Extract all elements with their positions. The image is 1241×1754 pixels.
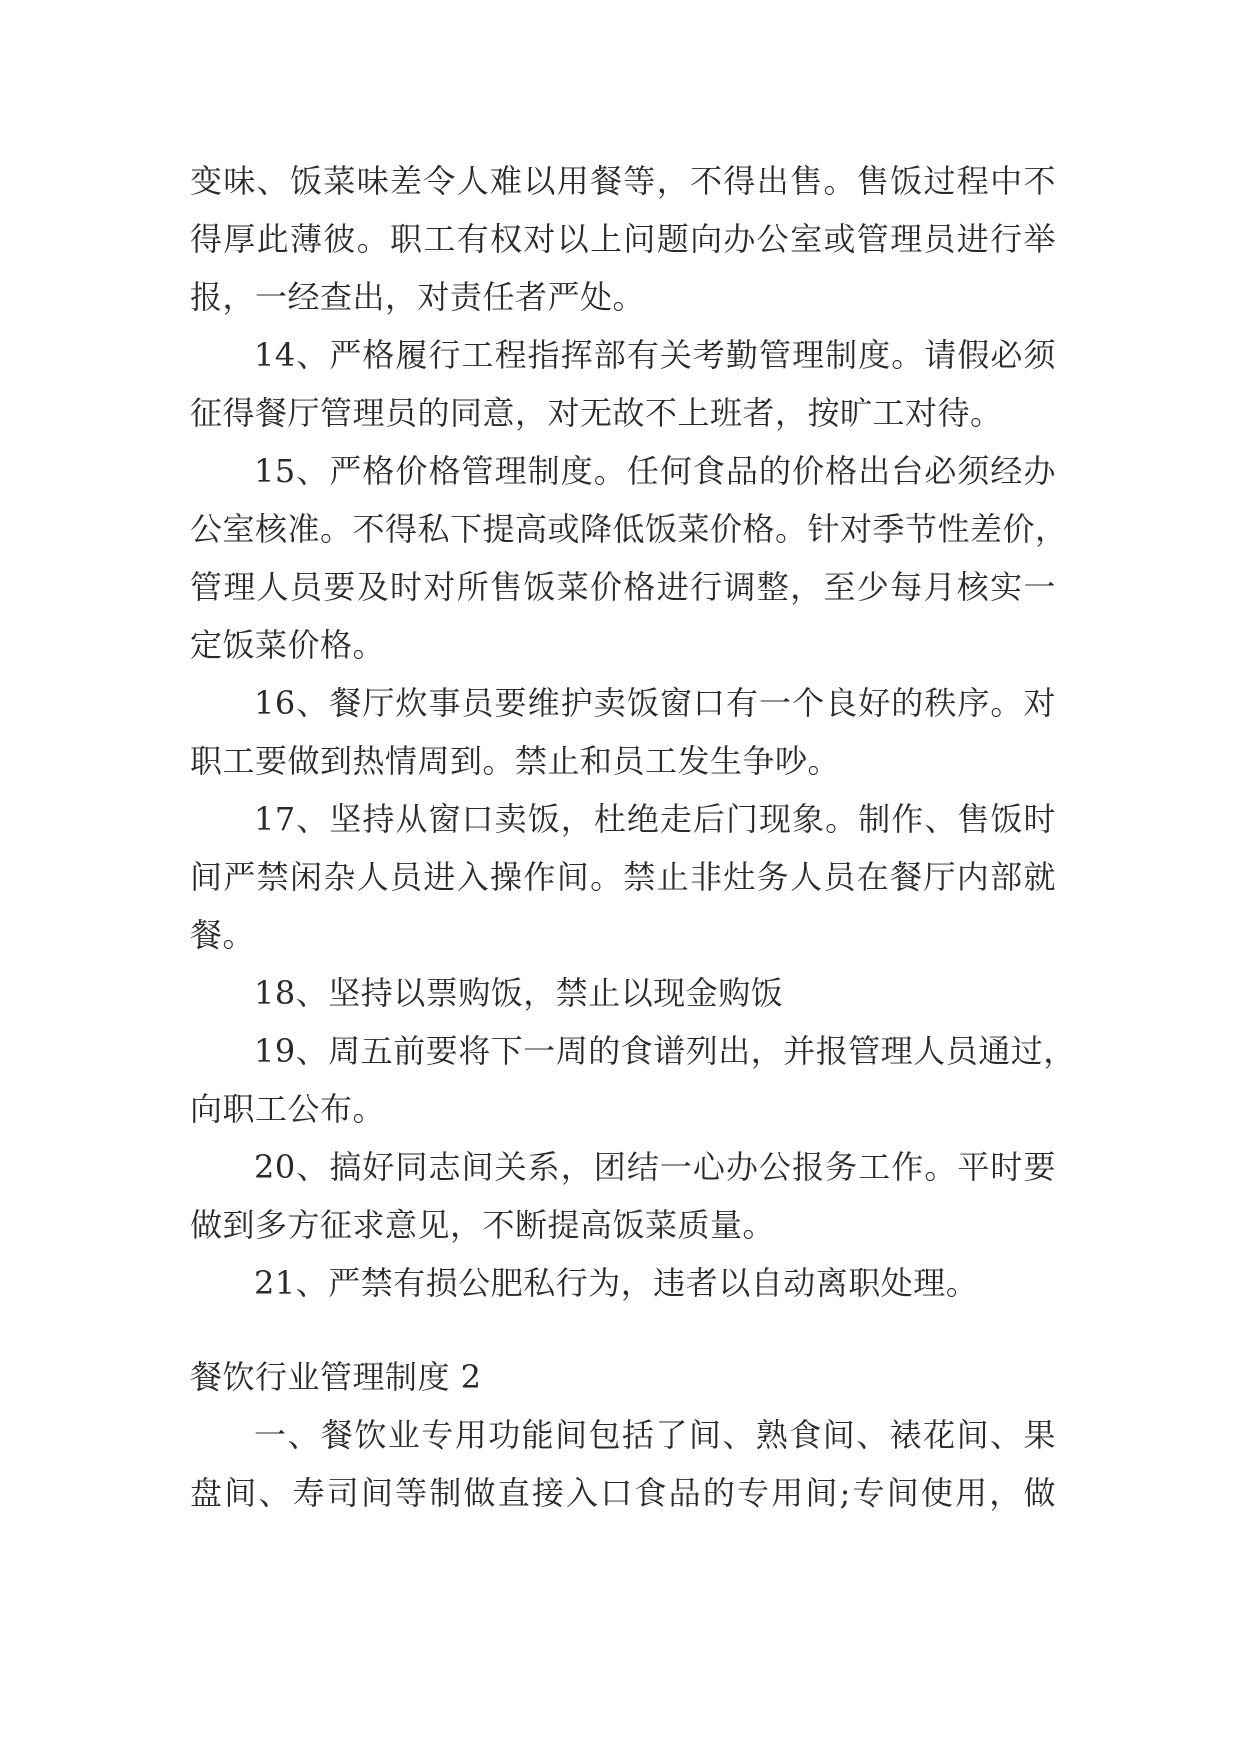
text-line: 变味、饭菜味差令人难以用餐等，不得出售。售饭过程中不 <box>190 162 1056 200</box>
paragraph-19-line: 19、周五前要将下一周的食谱列出，并报管理人员通过， <box>254 1032 1076 1070</box>
text-line: 定饭菜价格。 <box>190 626 386 664</box>
text-line: 报，一经查出，对责任者严处。 <box>190 278 646 316</box>
text-line: 间严禁闲杂人员进入操作间。禁止非灶务人员在餐厅内部就 <box>190 858 1056 896</box>
paragraph-15-line: 15、严格价格管理制度。任何食品的价格出台必须经办 <box>254 452 1056 490</box>
section-paragraph-line: 一、餐饮业专用功能间包括了间、熟食间、裱花间、果 <box>254 1416 1056 1454</box>
paragraph-20-line: 20、搞好同志间关系，团结一心办公报务工作。平时要 <box>254 1148 1056 1186</box>
document-page <box>190 152 1076 1522</box>
text-line: 管理人员要及时对所售饭菜价格进行调整，至少每月核实一 <box>190 568 1056 606</box>
paragraph-16-line: 16、餐厅炊事员要维护卖饭窗口有一个良好的秩序。对 <box>254 684 1056 722</box>
text-line: 向职工公布。 <box>190 1090 386 1128</box>
section-spacer <box>190 1312 1056 1348</box>
section-heading: 餐饮行业管理制度 2 <box>190 1358 482 1396</box>
text-line: 盘间、寿司间等制做直接入口食品的专用间;专间使用，做 <box>190 1474 1056 1512</box>
text-line: 职工要做到热情周到。禁止和员工发生争吵。 <box>190 742 841 780</box>
text-line: 做到多方征求意见，不断提高饭菜质量。 <box>190 1206 776 1244</box>
text-line: 得厚此薄彼。职工有权对以上问题向办公室或管理员进行举 <box>190 220 1056 258</box>
paragraph-14-line: 14、严格履行工程指挥部有关考勤管理制度。请假必须 <box>254 336 1056 374</box>
text-line: 公室核准。不得私下提高或降低饭菜价格。针对季节性差价， <box>190 510 1068 548</box>
paragraph-17-line: 17、坚持从窗口卖饭，杜绝走后门现象。制作、售饭时 <box>254 800 1056 838</box>
paragraph-18-line: 18、坚持以票购饭，禁止以现金购饭 <box>254 974 784 1012</box>
text-line: 餐。 <box>190 916 256 954</box>
paragraph-21-line: 21、严禁有损公肥私行为，违者以自动离职处理。 <box>254 1264 979 1302</box>
text-line: 征得餐厅管理员的同意，对无故不上班者，按旷工对待。 <box>190 394 1003 432</box>
